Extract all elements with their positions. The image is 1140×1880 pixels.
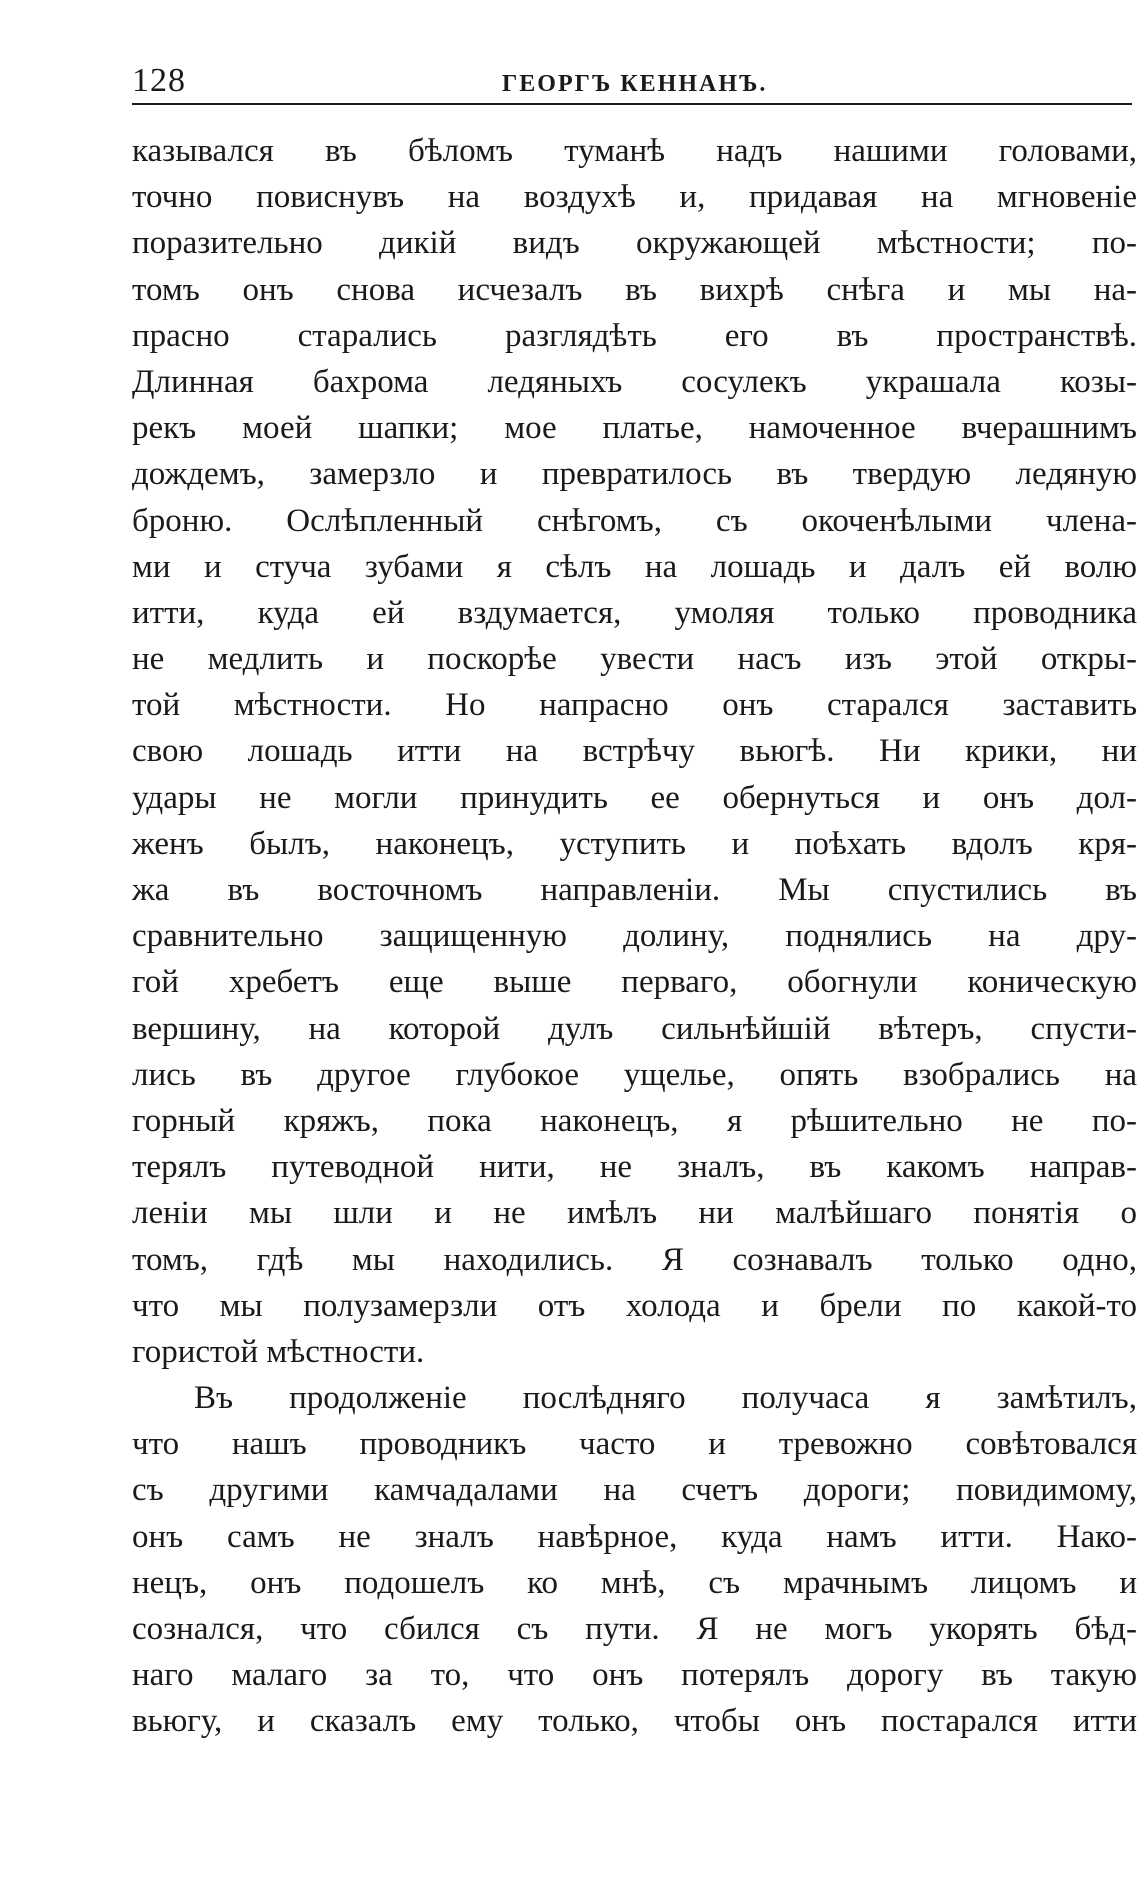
text-line: дождемъ, замерзло и превратилось въ твердую ледяную	[132, 456, 1137, 493]
text-line: точно повиснувъ на воздухѣ и, придавая на мгновеніе	[132, 179, 1137, 216]
text-line: вьюгу, и сказалъ ему только, чтобы онъ постарался итти	[132, 1703, 1137, 1740]
text-line: терялъ путеводной нити, не зналъ, въ какомъ направ-	[132, 1149, 1137, 1186]
text-line: женъ былъ, наконецъ, уступить и поѣхать вдолъ кря-	[132, 825, 1137, 862]
text-line: Длинная бахрома ледяныхъ сосулекъ украшала козы-	[132, 363, 1137, 400]
text-line: итти, куда ей вздумается, умоляя только проводника	[132, 594, 1137, 631]
text-line: Въ продолженіе послѣдняго получаса я замѣтилъ,	[194, 1380, 1137, 1417]
text-line: онъ самъ не зналъ навѣрное, куда намъ итти. Нако-	[132, 1518, 1137, 1555]
text-line: сравнительно защищенную долину, поднялись на дру-	[132, 918, 1137, 955]
text-line: томъ, гдѣ мы находились. Я сознавалъ только одно,	[132, 1241, 1137, 1278]
text-line: свою лошадь итти на встрѣчу вьюгѣ. Ни крики, ни	[132, 733, 1137, 770]
body-text	[132, 128, 1137, 1745]
text-line: казывался въ бѣломъ туманѣ надъ нашими головами,	[132, 133, 1137, 169]
text-line: лись въ другое глубокое ущелье, опять взобрались на	[132, 1056, 1137, 1093]
text-line: что нашъ проводникъ часто и тревожно совѣтовался	[132, 1426, 1137, 1463]
text-line: рекъ моей шапки; мое платье, намоченное вчерашнимъ	[132, 410, 1137, 447]
page-header	[132, 56, 1132, 106]
text-line: леніи мы шли и не имѣлъ ни малѣйшаго понятія о	[132, 1195, 1137, 1232]
text-line: наго малаго за то, что онъ потерялъ дорогу въ такую	[132, 1657, 1137, 1694]
text-line: прасно старались разглядѣть его въ пространствѣ.	[132, 317, 1137, 354]
text-line: сознался, что сбился съ пути. Я не могъ укорять бѣд-	[132, 1611, 1137, 1647]
text-line: той мѣстности. Но напрасно онъ старался заставить	[132, 687, 1137, 724]
running-head: ГЕОРГЪ КЕННАНЪ.	[502, 71, 768, 97]
paragraph	[132, 1375, 1137, 1745]
text-line: горный кряжъ, пока наконецъ, я рѣшительно не по-	[132, 1102, 1137, 1139]
text-line: съ другими камчадалами на счетъ дороги; повидимому,	[132, 1472, 1137, 1509]
paragraph	[132, 128, 1137, 1375]
text-line: броню. Ослѣпленный снѣгомъ, съ окоченѣлыми члена-	[132, 502, 1137, 539]
text-line: гористой мѣстности.	[132, 1333, 425, 1370]
text-line: удары не могли принудить ее обернуться и онъ дол-	[132, 779, 1137, 816]
page-number: 128	[132, 62, 186, 99]
text-line: что мы полузамерзли отъ холода и брели по какой-то	[132, 1287, 1137, 1324]
header-rule	[132, 103, 1132, 105]
text-line: не медлить и поскорѣе увести насъ изъ этой откры-	[132, 641, 1137, 678]
text-line: нецъ, онъ подошелъ ко мнѣ, съ мрачнымъ лицомъ и	[132, 1564, 1137, 1601]
text-line: жа въ восточномъ направленіи. Мы спустились въ	[132, 872, 1137, 908]
text-line: поразительно дикій видъ окружающей мѣстности; по-	[132, 225, 1137, 262]
text-line: ми и стуча зубами я сѣлъ на лошадь и далъ ей волю	[132, 548, 1137, 585]
text-line: гой хребетъ еще выше перваго, обогнули коническую	[132, 964, 1137, 1001]
text-line: вершину, на которой дулъ сильнѣйшій вѣтеръ, спусти-	[132, 1010, 1137, 1047]
text-line: томъ онъ снова исчезалъ въ вихрѣ снѣга и мы на-	[132, 271, 1137, 308]
